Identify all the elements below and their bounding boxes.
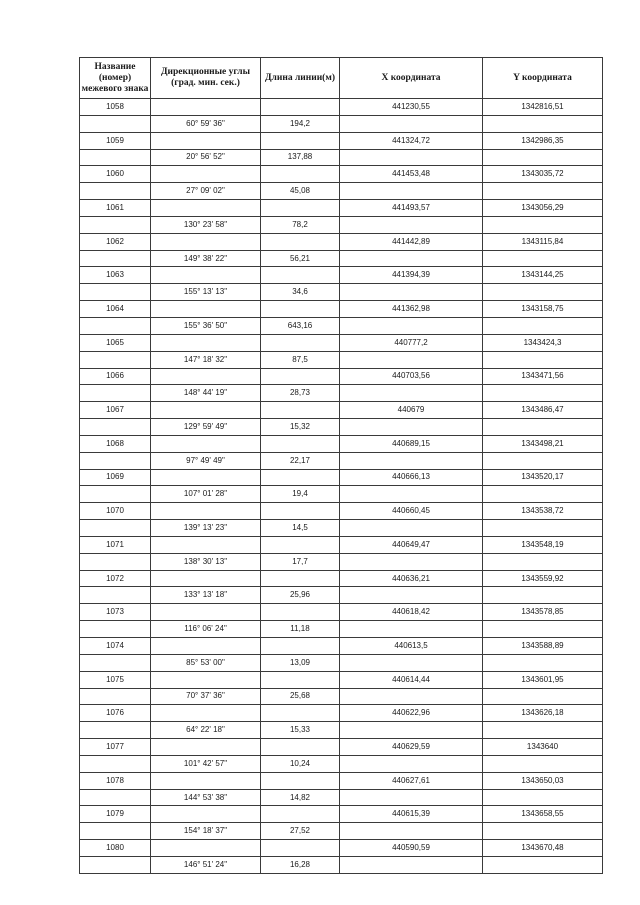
empty-cell	[80, 654, 151, 671]
empty-cell	[151, 166, 261, 183]
line-length-cell: 45,08	[261, 183, 340, 200]
point-name-cell: 1066	[80, 368, 151, 385]
x-coordinate-cell: 440614,44	[340, 671, 483, 688]
line-length-cell: 17,7	[261, 553, 340, 570]
empty-cell	[340, 317, 483, 334]
empty-cell	[261, 233, 340, 250]
y-coordinate-cell: 1343471,56	[483, 368, 603, 385]
x-coordinate-cell: 440590,59	[340, 840, 483, 857]
segment-row	[80, 486, 603, 503]
empty-cell	[340, 183, 483, 200]
line-length-cell: 78,2	[261, 216, 340, 233]
x-coordinate-cell: 440636,21	[340, 570, 483, 587]
empty-cell	[151, 705, 261, 722]
empty-cell	[483, 486, 603, 503]
direction-angle-cell: 146° 51' 24"	[151, 856, 261, 873]
y-coordinate-cell: 1342816,51	[483, 99, 603, 116]
point-name-cell: 1065	[80, 334, 151, 351]
x-coordinate-cell: 440618,42	[340, 604, 483, 621]
line-length-cell: 22,17	[261, 452, 340, 469]
x-coordinate-cell: 441324,72	[340, 132, 483, 149]
direction-angle-cell: 101° 42' 57"	[151, 755, 261, 772]
empty-cell	[483, 115, 603, 132]
x-coordinate-cell: 440660,45	[340, 503, 483, 520]
line-length-cell: 16,28	[261, 856, 340, 873]
line-length-cell: 28,73	[261, 385, 340, 402]
point-row	[80, 132, 603, 149]
empty-cell	[340, 385, 483, 402]
point-name-cell: 1079	[80, 806, 151, 823]
x-coordinate-cell: 441442,89	[340, 233, 483, 250]
point-row	[80, 536, 603, 553]
header-x: X координата	[340, 58, 483, 99]
segment-row	[80, 823, 603, 840]
line-length-cell: 11,18	[261, 621, 340, 638]
y-coordinate-cell: 1343144,25	[483, 267, 603, 284]
y-coordinate-cell: 1343588,89	[483, 638, 603, 655]
empty-cell	[80, 688, 151, 705]
empty-cell	[151, 301, 261, 318]
empty-cell	[261, 671, 340, 688]
empty-cell	[151, 334, 261, 351]
empty-cell	[483, 856, 603, 873]
point-name-cell: 1073	[80, 604, 151, 621]
point-row	[80, 705, 603, 722]
segment-row	[80, 250, 603, 267]
table-body	[80, 99, 603, 874]
direction-angle-cell: 138° 30' 13"	[151, 553, 261, 570]
y-coordinate-cell: 1343486,47	[483, 402, 603, 419]
empty-cell	[80, 722, 151, 739]
point-name-cell: 1075	[80, 671, 151, 688]
empty-cell	[80, 183, 151, 200]
empty-cell	[80, 587, 151, 604]
empty-cell	[261, 267, 340, 284]
y-coordinate-cell: 1343498,21	[483, 435, 603, 452]
direction-angle-cell: 130° 23' 58"	[151, 216, 261, 233]
segment-row	[80, 351, 603, 368]
empty-cell	[151, 469, 261, 486]
direction-angle-cell: 154° 18' 37"	[151, 823, 261, 840]
point-row	[80, 806, 603, 823]
point-name-cell: 1062	[80, 233, 151, 250]
y-coordinate-cell: 1343650,03	[483, 772, 603, 789]
direction-angle-cell: 148° 44' 19"	[151, 385, 261, 402]
empty-cell	[340, 688, 483, 705]
empty-cell	[80, 452, 151, 469]
empty-cell	[80, 553, 151, 570]
empty-cell	[261, 301, 340, 318]
empty-cell	[340, 722, 483, 739]
empty-cell	[80, 317, 151, 334]
point-row	[80, 469, 603, 486]
empty-cell	[483, 149, 603, 166]
empty-cell	[483, 183, 603, 200]
point-row	[80, 402, 603, 419]
empty-cell	[483, 553, 603, 570]
empty-cell	[151, 536, 261, 553]
empty-cell	[80, 250, 151, 267]
header-length: Длина линии(м)	[261, 58, 340, 99]
empty-cell	[261, 200, 340, 217]
empty-cell	[483, 688, 603, 705]
y-coordinate-cell: 1343640	[483, 739, 603, 756]
y-coordinate-cell: 1343601,95	[483, 671, 603, 688]
empty-cell	[340, 520, 483, 537]
line-length-cell: 25,96	[261, 587, 340, 604]
empty-cell	[261, 435, 340, 452]
empty-cell	[340, 755, 483, 772]
y-coordinate-cell: 1343626,18	[483, 705, 603, 722]
segment-row	[80, 385, 603, 402]
empty-cell	[261, 334, 340, 351]
point-name-cell: 1063	[80, 267, 151, 284]
empty-cell	[151, 200, 261, 217]
point-name-cell: 1058	[80, 99, 151, 116]
line-length-cell: 137,88	[261, 149, 340, 166]
empty-cell	[340, 149, 483, 166]
segment-row	[80, 520, 603, 537]
empty-cell	[151, 267, 261, 284]
empty-cell	[483, 216, 603, 233]
point-row	[80, 570, 603, 587]
empty-cell	[483, 823, 603, 840]
segment-row	[80, 621, 603, 638]
direction-angle-cell: 85° 53' 00"	[151, 654, 261, 671]
empty-cell	[483, 621, 603, 638]
empty-cell	[151, 233, 261, 250]
empty-cell	[261, 402, 340, 419]
point-name-cell: 1064	[80, 301, 151, 318]
direction-angle-cell: 20° 56' 52"	[151, 149, 261, 166]
empty-cell	[340, 621, 483, 638]
empty-cell	[340, 452, 483, 469]
segment-row	[80, 452, 603, 469]
x-coordinate-cell: 440613,5	[340, 638, 483, 655]
y-coordinate-cell: 1343578,85	[483, 604, 603, 621]
empty-cell	[80, 419, 151, 436]
line-length-cell: 56,21	[261, 250, 340, 267]
segment-row	[80, 553, 603, 570]
empty-cell	[340, 284, 483, 301]
x-coordinate-cell: 440666,13	[340, 469, 483, 486]
segment-row	[80, 216, 603, 233]
line-length-cell: 194,2	[261, 115, 340, 132]
empty-cell	[151, 99, 261, 116]
empty-cell	[261, 132, 340, 149]
point-row	[80, 604, 603, 621]
line-length-cell: 14,82	[261, 789, 340, 806]
line-length-cell: 14,5	[261, 520, 340, 537]
empty-cell	[261, 772, 340, 789]
y-coordinate-cell: 1343115,84	[483, 233, 603, 250]
point-name-cell: 1061	[80, 200, 151, 217]
direction-angle-cell: 155° 36' 50"	[151, 317, 261, 334]
y-coordinate-cell: 1343056,29	[483, 200, 603, 217]
empty-cell	[483, 250, 603, 267]
empty-cell	[340, 553, 483, 570]
empty-cell	[80, 351, 151, 368]
x-coordinate-cell: 441453,48	[340, 166, 483, 183]
point-row	[80, 638, 603, 655]
point-row	[80, 772, 603, 789]
empty-cell	[151, 806, 261, 823]
empty-cell	[261, 739, 340, 756]
y-coordinate-cell: 1343035,72	[483, 166, 603, 183]
segment-row	[80, 317, 603, 334]
direction-angle-cell: 129° 59' 49"	[151, 419, 261, 436]
direction-angle-cell: 97° 49' 49"	[151, 452, 261, 469]
x-coordinate-cell: 440627,61	[340, 772, 483, 789]
empty-cell	[261, 368, 340, 385]
boundary-coordinates-table	[79, 57, 603, 874]
header-angle: Дирекционные углы (град. мин. сек.)	[151, 58, 261, 99]
direction-angle-cell: 107° 01' 28"	[151, 486, 261, 503]
empty-cell	[483, 722, 603, 739]
empty-cell	[483, 351, 603, 368]
direction-angle-cell: 64° 22' 18"	[151, 722, 261, 739]
point-row	[80, 503, 603, 520]
empty-cell	[340, 216, 483, 233]
empty-cell	[483, 654, 603, 671]
point-name-cell: 1070	[80, 503, 151, 520]
empty-cell	[151, 435, 261, 452]
line-length-cell: 15,33	[261, 722, 340, 739]
point-name-cell: 1074	[80, 638, 151, 655]
point-row	[80, 267, 603, 284]
point-row	[80, 301, 603, 318]
segment-row	[80, 755, 603, 772]
segment-row	[80, 115, 603, 132]
empty-cell	[340, 856, 483, 873]
y-coordinate-cell: 1343520,17	[483, 469, 603, 486]
empty-cell	[340, 250, 483, 267]
empty-cell	[80, 385, 151, 402]
y-coordinate-cell: 1343548,19	[483, 536, 603, 553]
line-length-cell: 13,09	[261, 654, 340, 671]
direction-angle-cell: 155° 13' 13"	[151, 284, 261, 301]
segment-row	[80, 722, 603, 739]
empty-cell	[151, 739, 261, 756]
empty-cell	[483, 789, 603, 806]
empty-cell	[340, 486, 483, 503]
segment-row	[80, 654, 603, 671]
point-row	[80, 334, 603, 351]
x-coordinate-cell: 441493,57	[340, 200, 483, 217]
x-coordinate-cell: 441362,98	[340, 301, 483, 318]
direction-angle-cell: 27° 09' 02"	[151, 183, 261, 200]
empty-cell	[80, 789, 151, 806]
point-row	[80, 368, 603, 385]
y-coordinate-cell: 1343158,75	[483, 301, 603, 318]
x-coordinate-cell: 440629,59	[340, 739, 483, 756]
empty-cell	[80, 115, 151, 132]
empty-cell	[340, 351, 483, 368]
y-coordinate-cell: 1343424,3	[483, 334, 603, 351]
line-length-cell: 19,4	[261, 486, 340, 503]
point-name-cell: 1077	[80, 739, 151, 756]
empty-cell	[261, 604, 340, 621]
line-length-cell: 15,32	[261, 419, 340, 436]
point-name-cell: 1071	[80, 536, 151, 553]
direction-angle-cell: 149° 38' 22"	[151, 250, 261, 267]
empty-cell	[340, 789, 483, 806]
empty-cell	[483, 452, 603, 469]
point-row	[80, 671, 603, 688]
x-coordinate-cell: 440622,96	[340, 705, 483, 722]
y-coordinate-cell: 1343538,72	[483, 503, 603, 520]
empty-cell	[483, 385, 603, 402]
point-row	[80, 435, 603, 452]
x-coordinate-cell: 440649,47	[340, 536, 483, 553]
empty-cell	[151, 671, 261, 688]
empty-cell	[483, 755, 603, 772]
point-row	[80, 233, 603, 250]
empty-cell	[261, 469, 340, 486]
empty-cell	[80, 149, 151, 166]
line-length-cell: 10,24	[261, 755, 340, 772]
point-row	[80, 166, 603, 183]
empty-cell	[80, 621, 151, 638]
header-y: Y координата	[483, 58, 603, 99]
direction-angle-cell: 147° 18' 32"	[151, 351, 261, 368]
point-name-cell: 1059	[80, 132, 151, 149]
x-coordinate-cell: 440679	[340, 402, 483, 419]
x-coordinate-cell: 441394,39	[340, 267, 483, 284]
empty-cell	[80, 856, 151, 873]
x-coordinate-cell: 440777,2	[340, 334, 483, 351]
empty-cell	[483, 419, 603, 436]
direction-angle-cell: 60° 59' 36"	[151, 115, 261, 132]
empty-cell	[261, 536, 340, 553]
empty-cell	[151, 402, 261, 419]
empty-cell	[261, 806, 340, 823]
empty-cell	[80, 486, 151, 503]
line-length-cell: 643,16	[261, 317, 340, 334]
empty-cell	[80, 284, 151, 301]
empty-cell	[151, 604, 261, 621]
empty-cell	[80, 755, 151, 772]
direction-angle-cell: 116° 06' 24"	[151, 621, 261, 638]
empty-cell	[261, 570, 340, 587]
line-length-cell: 25,68	[261, 688, 340, 705]
point-name-cell: 1078	[80, 772, 151, 789]
x-coordinate-cell: 440703,56	[340, 368, 483, 385]
line-length-cell: 34,6	[261, 284, 340, 301]
point-row	[80, 739, 603, 756]
y-coordinate-cell: 1343658,55	[483, 806, 603, 823]
direction-angle-cell: 144° 53' 38"	[151, 789, 261, 806]
empty-cell	[80, 823, 151, 840]
y-coordinate-cell: 1343559,92	[483, 570, 603, 587]
empty-cell	[340, 654, 483, 671]
empty-cell	[151, 132, 261, 149]
segment-row	[80, 688, 603, 705]
empty-cell	[151, 772, 261, 789]
point-name-cell: 1060	[80, 166, 151, 183]
empty-cell	[483, 587, 603, 604]
segment-row	[80, 149, 603, 166]
empty-cell	[483, 317, 603, 334]
empty-cell	[80, 520, 151, 537]
x-coordinate-cell: 441230,55	[340, 99, 483, 116]
header-name: Название (номер) межевого знака	[80, 58, 151, 99]
x-coordinate-cell: 440689,15	[340, 435, 483, 452]
segment-row	[80, 856, 603, 873]
direction-angle-cell: 139° 13' 23"	[151, 520, 261, 537]
point-name-cell: 1069	[80, 469, 151, 486]
empty-cell	[340, 823, 483, 840]
empty-cell	[151, 638, 261, 655]
empty-cell	[483, 284, 603, 301]
line-length-cell: 87,5	[261, 351, 340, 368]
segment-row	[80, 789, 603, 806]
point-row	[80, 840, 603, 857]
point-name-cell: 1068	[80, 435, 151, 452]
empty-cell	[261, 166, 340, 183]
empty-cell	[261, 705, 340, 722]
empty-cell	[340, 115, 483, 132]
line-length-cell: 27,52	[261, 823, 340, 840]
point-name-cell: 1080	[80, 840, 151, 857]
direction-angle-cell: 70° 37' 36"	[151, 688, 261, 705]
point-row	[80, 200, 603, 217]
x-coordinate-cell: 440615,39	[340, 806, 483, 823]
empty-cell	[340, 587, 483, 604]
empty-cell	[151, 503, 261, 520]
segment-row	[80, 587, 603, 604]
point-row	[80, 99, 603, 116]
empty-cell	[151, 570, 261, 587]
empty-cell	[261, 638, 340, 655]
point-name-cell: 1076	[80, 705, 151, 722]
point-name-cell: 1072	[80, 570, 151, 587]
segment-row	[80, 419, 603, 436]
empty-cell	[80, 216, 151, 233]
empty-cell	[151, 368, 261, 385]
header-row	[80, 58, 603, 99]
empty-cell	[151, 840, 261, 857]
direction-angle-cell: 133° 13' 18"	[151, 587, 261, 604]
y-coordinate-cell: 1342986,35	[483, 132, 603, 149]
empty-cell	[261, 840, 340, 857]
empty-cell	[261, 503, 340, 520]
point-name-cell: 1067	[80, 402, 151, 419]
segment-row	[80, 183, 603, 200]
empty-cell	[483, 520, 603, 537]
y-coordinate-cell: 1343670,48	[483, 840, 603, 857]
empty-cell	[261, 99, 340, 116]
empty-cell	[340, 419, 483, 436]
segment-row	[80, 284, 603, 301]
